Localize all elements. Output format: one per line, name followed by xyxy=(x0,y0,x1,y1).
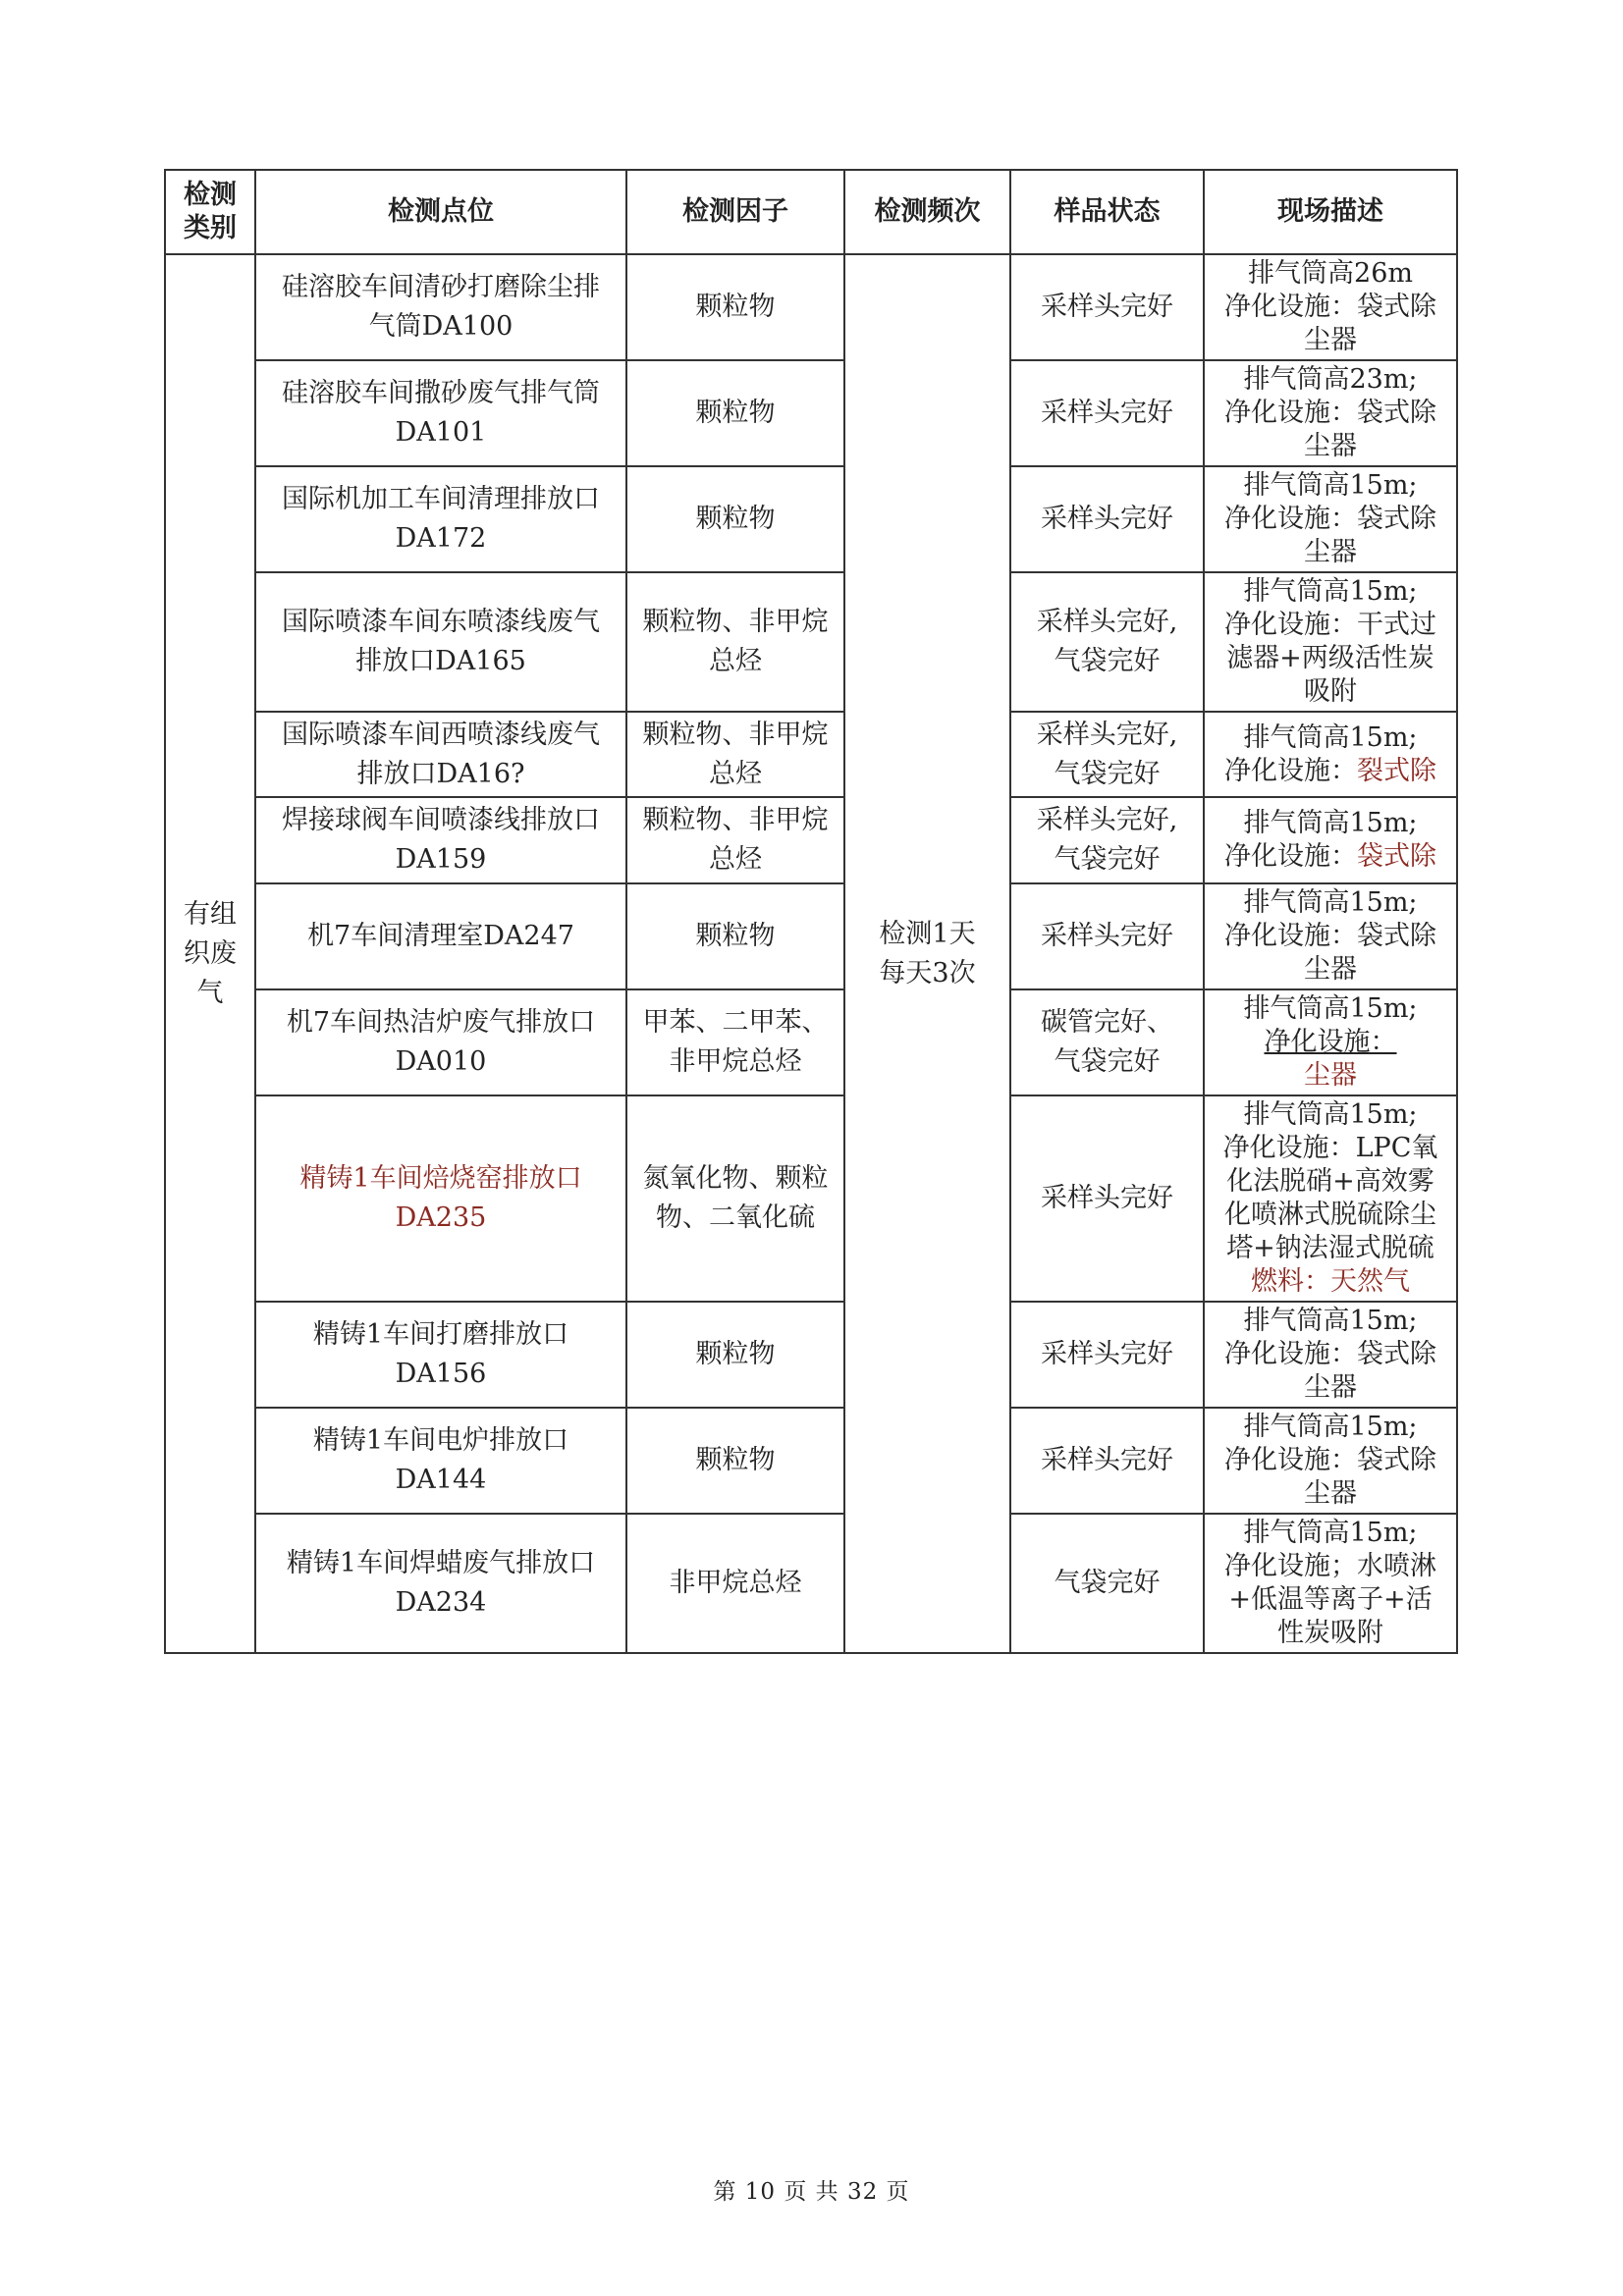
description-highlight: 裂式除 xyxy=(1357,755,1436,786)
point-cell: 机7车间热洁炉废气排放口 DA010 xyxy=(255,989,626,1095)
description-line xyxy=(1213,755,1448,788)
description-text: 排气筒高15m; xyxy=(1243,993,1418,1024)
factor-cell: 氮氧化物、颗粒 物、二氧化硫 xyxy=(626,1095,844,1302)
description-line xyxy=(1213,1444,1448,1511)
table-header-row xyxy=(165,170,1457,254)
description-line xyxy=(1213,1305,1448,1338)
factor-cell: 颗粒物 xyxy=(626,1302,844,1408)
factor-cell: 非甲烷总烃 xyxy=(626,1514,844,1653)
description-text: 净化设施： xyxy=(1224,755,1357,786)
description-line xyxy=(1213,840,1448,874)
site-description-cell xyxy=(1204,254,1457,360)
table-row xyxy=(165,883,1457,989)
factor-cell: 颗粒物 xyxy=(626,1408,844,1514)
sample-state-cell: 采样头完好 xyxy=(1010,254,1204,360)
description-text: 排气筒高15m; xyxy=(1243,1412,1418,1442)
description-line xyxy=(1213,920,1448,987)
table-row xyxy=(165,1514,1457,1653)
description-text: 净化设施：袋式除 尘器 xyxy=(1224,1445,1436,1509)
description-line xyxy=(1213,1411,1448,1444)
header-site-description: 现场描述 xyxy=(1204,170,1457,254)
header-factor: 检测因子 xyxy=(626,170,844,254)
description-text: 净化设施：干式过 滤器+两级活性炭 吸附 xyxy=(1224,610,1436,707)
description-text: 排气筒高15m; xyxy=(1243,887,1418,918)
sample-state-cell: 采样头完好 xyxy=(1010,1095,1204,1302)
point-cell: 精铸1车间焊蜡废气排放口 DA234 xyxy=(255,1514,626,1653)
site-description-cell xyxy=(1204,360,1457,466)
factor-cell: 甲苯、二甲苯、 非甲烷总烃 xyxy=(626,989,844,1095)
description-text: 排气筒高15m; xyxy=(1243,1099,1418,1130)
description-text: 净化设施：袋式除 尘器 xyxy=(1224,1339,1436,1403)
point-cell: 精铸1车间焙烧窑排放口 DA235 xyxy=(255,1095,626,1302)
sample-state-cell: 采样头完好 xyxy=(1010,1302,1204,1408)
table-row xyxy=(165,254,1457,360)
sample-state-cell: 气袋完好 xyxy=(1010,1514,1204,1653)
table-row xyxy=(165,572,1457,712)
description-line xyxy=(1213,503,1448,569)
description-line xyxy=(1213,1517,1448,1550)
description-highlight: 燃料：天然气 xyxy=(1251,1266,1410,1297)
description-text: 净化设施： xyxy=(1224,841,1357,872)
site-description-cell xyxy=(1204,1095,1457,1302)
description-text: 排气筒高23m; xyxy=(1243,364,1418,395)
description-line xyxy=(1213,257,1448,291)
description-text: 排气筒高15m; xyxy=(1243,721,1418,753)
table-row xyxy=(165,989,1457,1095)
site-description-cell xyxy=(1204,466,1457,572)
description-text: 净化设施：袋式除 尘器 xyxy=(1224,292,1436,355)
description-line xyxy=(1213,721,1448,755)
table-row xyxy=(165,712,1457,797)
description-text: 净化设施：袋式除 尘器 xyxy=(1224,398,1436,461)
site-description-cell xyxy=(1204,1302,1457,1408)
point-cell: 精铸1车间电炉排放口 DA144 xyxy=(255,1408,626,1514)
site-description-cell xyxy=(1204,1514,1457,1653)
header-sample-state: 样品状态 xyxy=(1010,170,1204,254)
header-category: 检测 类别 xyxy=(165,170,255,254)
factor-cell: 颗粒物 xyxy=(626,360,844,466)
sample-state-cell: 采样头完好 xyxy=(1010,883,1204,989)
factor-cell: 颗粒物、非甲烷 总烃 xyxy=(626,797,844,883)
site-description-cell xyxy=(1204,1408,1457,1514)
point-cell: 国际喷漆车间西喷漆线废气 排放口DA16? xyxy=(255,712,626,797)
description-highlight: 袋式除 xyxy=(1357,841,1436,872)
site-description-cell xyxy=(1204,712,1457,797)
sample-state-cell: 采样头完好, 气袋完好 xyxy=(1010,797,1204,883)
frequency-cell: 检测1天 每天3次 xyxy=(844,254,1010,1653)
description-line xyxy=(1213,1059,1448,1093)
header-frequency: 检测频次 xyxy=(844,170,1010,254)
point-cell: 精铸1车间打磨排放口 DA156 xyxy=(255,1302,626,1408)
header-point: 检测点位 xyxy=(255,170,626,254)
detection-table xyxy=(164,169,1458,1654)
sample-state-cell: 碳管完好、 气袋完好 xyxy=(1010,989,1204,1095)
sample-state-cell: 采样头完好 xyxy=(1010,1408,1204,1514)
point-cell: 机7车间清理室DA247 xyxy=(255,883,626,989)
description-text: 排气筒高15m; xyxy=(1243,576,1418,607)
factor-cell: 颗粒物、非甲烷 总烃 xyxy=(626,572,844,712)
description-line xyxy=(1213,575,1448,609)
description-text: 净化设施：袋式除 尘器 xyxy=(1224,504,1436,567)
description-line xyxy=(1213,1550,1448,1650)
table-row xyxy=(165,360,1457,466)
description-text: 排气筒高15m; xyxy=(1243,470,1418,501)
description-line xyxy=(1213,469,1448,503)
factor-cell: 颗粒物 xyxy=(626,254,844,360)
page-footer: 第 10 页 共 32 页 xyxy=(713,2179,910,2205)
description-text: 净化设施：LPC氧 化法脱硝+高效雾 化喷淋式脱硫除尘 塔+钠法湿式脱硫 xyxy=(1222,1133,1438,1263)
site-description-cell xyxy=(1204,989,1457,1095)
sample-state-cell: 采样头完好 xyxy=(1010,360,1204,466)
description-text: 净化设施： xyxy=(1264,1027,1397,1057)
table-body xyxy=(165,254,1457,1653)
point-cell: 硅溶胶车间清砂打磨除尘排 气筒DA100 xyxy=(255,254,626,360)
point-cell: 硅溶胶车间撒砂废气排气筒 DA101 xyxy=(255,360,626,466)
description-highlight: 尘器 xyxy=(1304,1060,1357,1091)
description-line xyxy=(1213,1338,1448,1405)
table-row xyxy=(165,466,1457,572)
description-line xyxy=(1213,609,1448,709)
description-line xyxy=(1213,1132,1448,1265)
factor-cell: 颗粒物、非甲烷 总烃 xyxy=(626,712,844,797)
description-line xyxy=(1213,992,1448,1026)
description-text: 排气筒高15m; xyxy=(1243,1306,1418,1336)
site-description-cell xyxy=(1204,883,1457,989)
sample-state-cell: 采样头完好, 气袋完好 xyxy=(1010,712,1204,797)
description-line xyxy=(1213,1098,1448,1132)
sample-state-cell: 采样头完好, 气袋完好 xyxy=(1010,572,1204,712)
description-line xyxy=(1213,363,1448,397)
table-row xyxy=(165,797,1457,883)
point-cell: 国际喷漆车间东喷漆线废气 排放口DA165 xyxy=(255,572,626,712)
category-cell: 有组 织废 气 xyxy=(165,254,255,1653)
description-line xyxy=(1213,1026,1448,1059)
description-text: 排气筒高15m; xyxy=(1243,808,1418,838)
point-cell: 焊接球阀车间喷漆线排放口 DA159 xyxy=(255,797,626,883)
description-line xyxy=(1213,291,1448,357)
factor-cell: 颗粒物 xyxy=(626,883,844,989)
description-line xyxy=(1213,886,1448,920)
factor-cell: 颗粒物 xyxy=(626,466,844,572)
description-text: 净化设施：袋式除 尘器 xyxy=(1224,921,1436,985)
table-row xyxy=(165,1408,1457,1514)
table-row xyxy=(165,1302,1457,1408)
site-description-cell xyxy=(1204,572,1457,712)
description-line xyxy=(1213,1265,1448,1299)
sample-state-cell: 采样头完好 xyxy=(1010,466,1204,572)
table-row xyxy=(165,1095,1457,1302)
description-text: 排气筒高15m; xyxy=(1243,1518,1418,1548)
description-line xyxy=(1213,807,1448,840)
point-cell: 国际机加工车间清理排放口 DA172 xyxy=(255,466,626,572)
description-text: 净化设施；水喷淋 +低温等离子+活 性炭吸附 xyxy=(1224,1551,1436,1648)
description-line xyxy=(1213,397,1448,463)
site-description-cell xyxy=(1204,797,1457,883)
description-text: 排气筒高26m xyxy=(1248,258,1413,289)
